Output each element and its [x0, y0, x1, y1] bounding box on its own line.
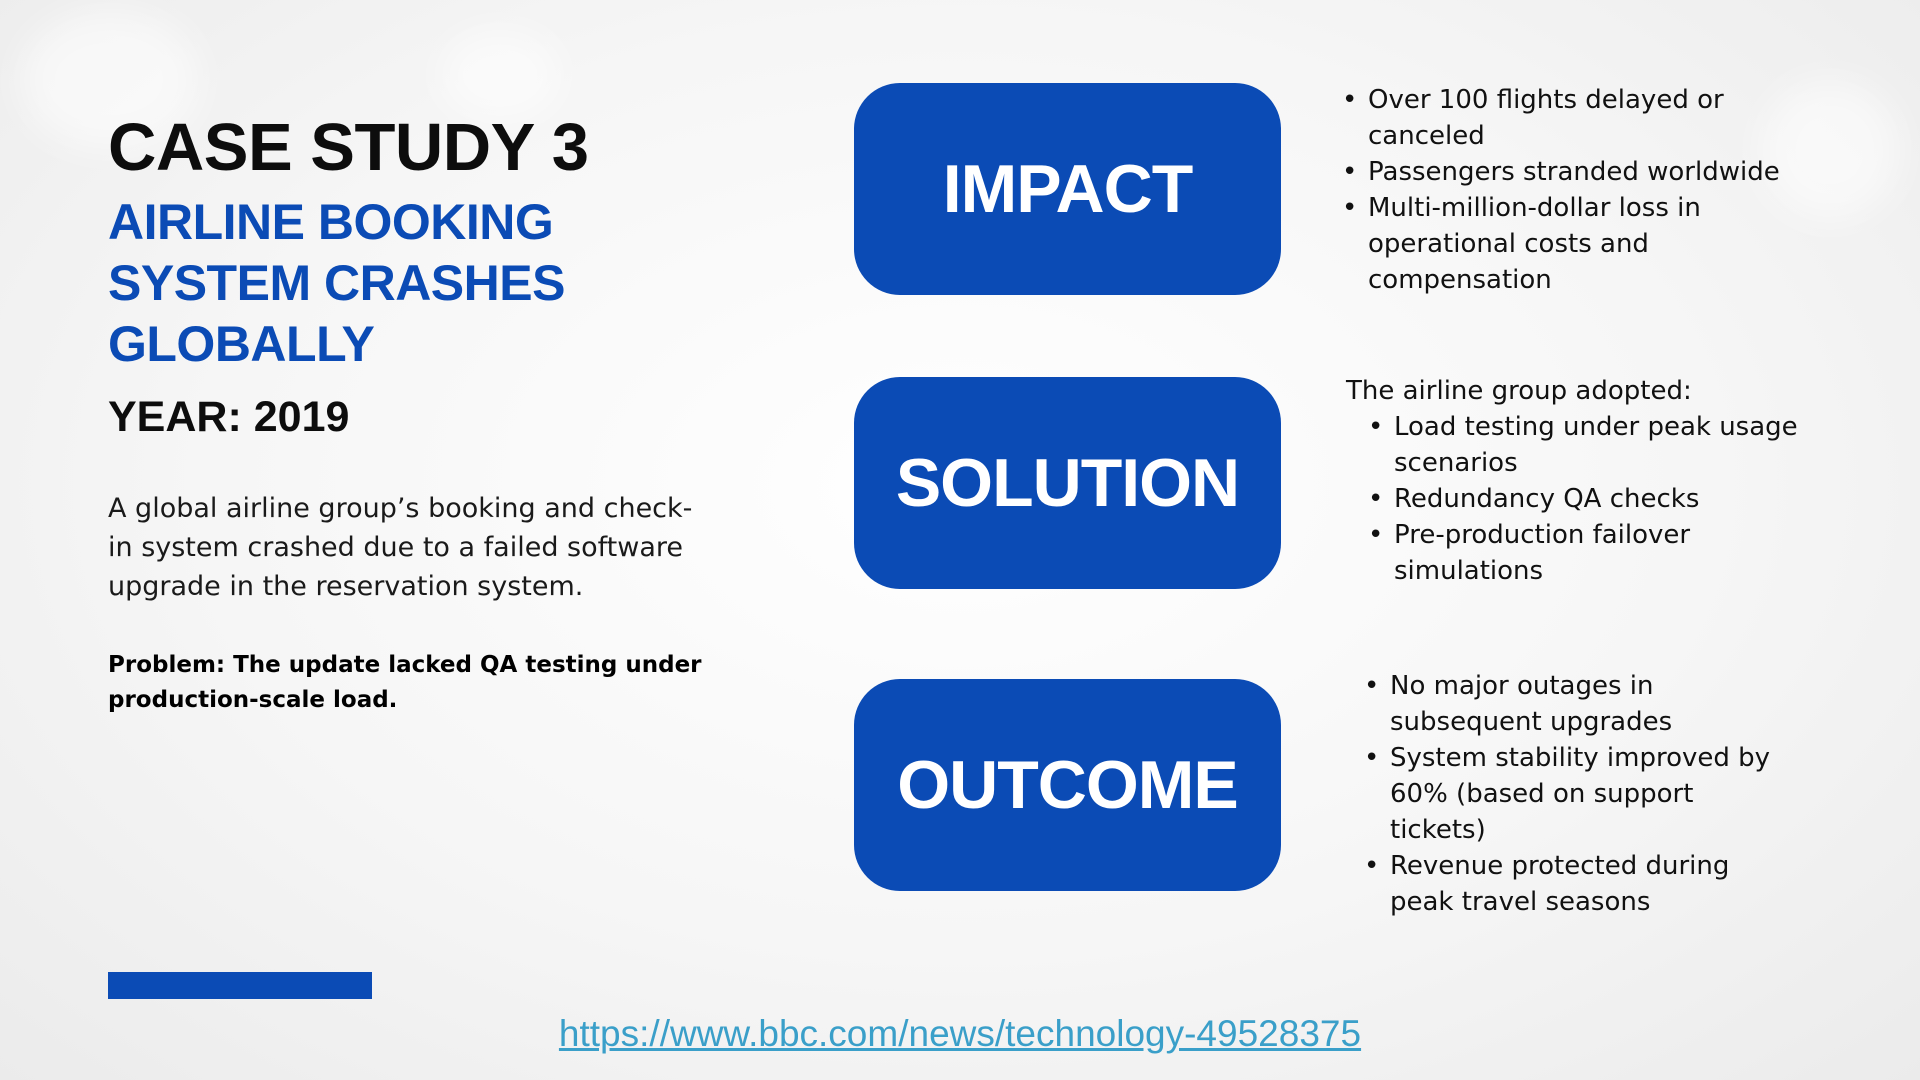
list-item: • No major outages in subsequent upgrades — [1364, 668, 1794, 740]
solution-label: SOLUTION — [895, 445, 1240, 521]
year-label: YEAR: 2019 — [108, 393, 350, 441]
solution-badge — [854, 377, 1281, 589]
case-description: A global airline group’s booking and check-in system crashed due to a failed software upgrade in the reservation system. — [108, 493, 693, 602]
impact-list — [1342, 82, 1812, 298]
accent-bar — [108, 972, 372, 999]
problem-statement: Problem: The update lacked QA testing under production-scale load. — [108, 652, 702, 713]
list-item: • Revenue protected during peak travel seasons — [1364, 848, 1794, 920]
page-title: CASE STUDY 3 — [108, 110, 589, 185]
impact-details — [1342, 82, 1812, 298]
impact-label: IMPACT — [942, 151, 1193, 227]
impact-badge — [854, 83, 1281, 295]
outcome-badge — [854, 679, 1281, 891]
list-item: • System stability improved by 60% (based on support tickets) — [1364, 740, 1794, 848]
solution-list — [1368, 409, 1826, 589]
list-item: • Passengers stranded worldwide — [1342, 154, 1812, 190]
list-item: • Over 100 flights delayed or canceled — [1342, 82, 1812, 154]
case-study-subtitle: AIRLINE BOOKING SYSTEM CRASHES GLOBALLY — [108, 194, 565, 372]
solution-intro: The airline group adopted: — [1346, 376, 1692, 406]
source-link[interactable]: https://www.bbc.com/news/technology-49528375 — [558, 1013, 1362, 1054]
case-study-summary — [108, 110, 768, 718]
list-item: • Multi-million-dollar loss in operational costs and compensation — [1342, 190, 1812, 298]
list-item: • Pre-production failover simulations — [1368, 517, 1826, 589]
outcome-label: OUTCOME — [897, 747, 1238, 823]
outcome-details — [1364, 668, 1794, 920]
solution-details — [1346, 373, 1826, 589]
list-item: • Load testing under peak usage scenarios — [1368, 409, 1826, 481]
outcome-list — [1364, 668, 1794, 920]
background-glow — [440, 30, 560, 120]
list-item: • Redundancy QA checks — [1368, 481, 1826, 517]
